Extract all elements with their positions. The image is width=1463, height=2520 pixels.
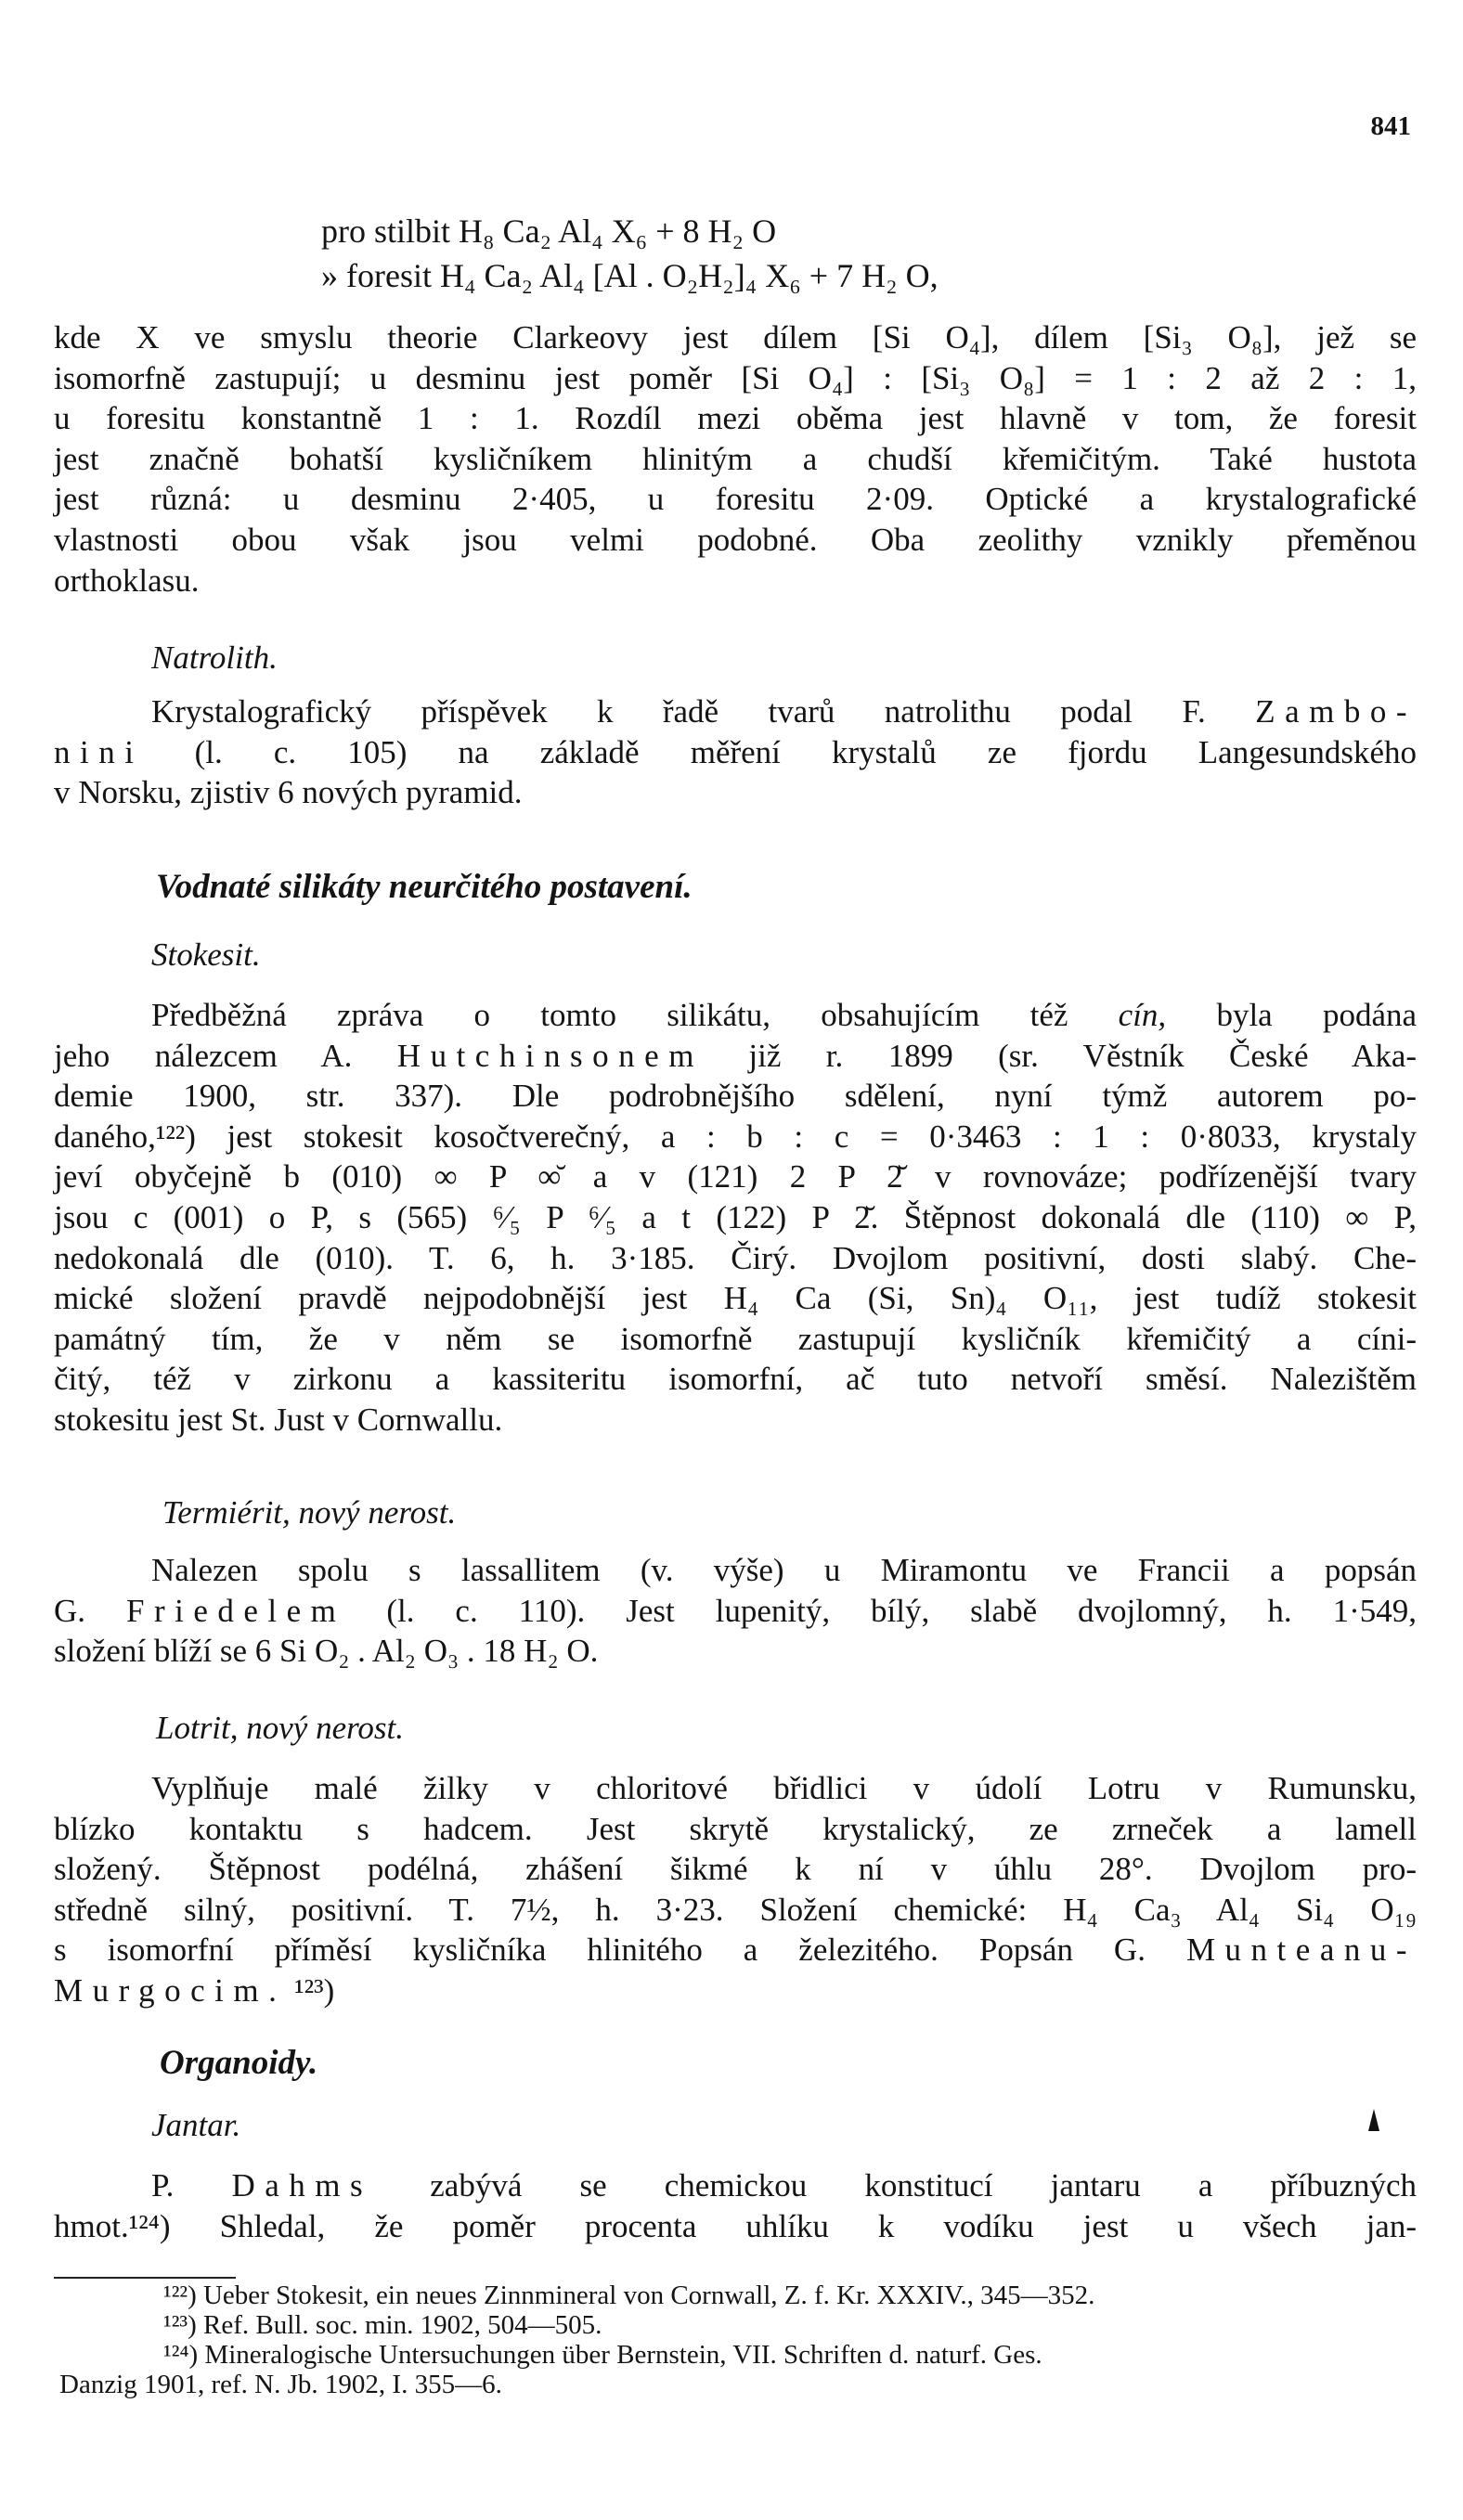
- lotrit-heading: Lotrit, nový nerost.: [156, 1710, 405, 1746]
- printer-mark-icon: [1368, 2109, 1379, 2131]
- stokesit-paragraph: [54, 995, 1417, 1441]
- termierit-heading: Termiérit, nový nerost.: [162, 1494, 457, 1531]
- formula-block: [321, 209, 939, 298]
- text-line: čitý, též v zirkonu a kassiteritu isomorfní, ač tuto netvoří směsí. Nalezištěm: [54, 1361, 1417, 1398]
- text-line: Předběžná zpráva o tomto silikátu, obsahujícím též cín, byla podána: [151, 997, 1418, 1033]
- jantar-heading: Jantar.: [151, 2107, 241, 2143]
- author-name: Dahms: [231, 2167, 373, 2203]
- footnotes: [54, 2281, 1417, 2399]
- natrolith-paragraph: [54, 691, 1417, 813]
- jantar-paragraph: [54, 2165, 1417, 2246]
- text-line: jeví obyčejně b (010) ∞ P ∞̆ a v (121) 2 P 2̆ v rovnováze; podřízenější tvary: [54, 1158, 1417, 1195]
- text-line: mické složení pravdě nejpodobnější jest H₄ Ca (Si, Sn)₄ O₁₁, jest tudíž stokesit: [54, 1280, 1417, 1317]
- text-line: kde X ve smyslu theorie Clarkeovy jest dílem [Si O₄], dílem [Si₃ O₈], jež se: [54, 319, 1417, 355]
- text-line: isomorfně zastupují; u desminu jest poměr [Si O₄] : [Si₃ O₈] = 1 : 2 až 2 : 1,: [54, 359, 1417, 396]
- author-name: Zambo-: [1255, 693, 1417, 730]
- text-line: v Norsku, zjistiv 6 nových pyramid.: [54, 774, 523, 811]
- intro-paragraph: [54, 317, 1417, 601]
- text-line: blízko kontaktu s hadcem. Jest skrytě krystalický, ze zrneček a lamell: [54, 1810, 1417, 1847]
- text-line: Murgocim. ¹²³): [54, 1971, 335, 2009]
- text-line: G. Friedelem (l. c. 110). Jest lupenitý, bílý, slabě dvojlomný, h. 1·549,: [54, 1592, 1418, 1629]
- text-line: hmot.¹²⁴) Shledal, že poměr procenta uhlíku k vodíku jest u všech jan-: [54, 2207, 1417, 2244]
- text-line: orthoklasu.: [54, 562, 200, 599]
- page-number: 841: [1370, 111, 1411, 141]
- text-line: nedokonalá dle (010). T. 6, h. 3·185. Čirý. Dvojlom positivní, dosti slabý. Che-: [54, 1239, 1417, 1276]
- text-line: daného,¹²²) jest stokesit kosočtverečný, a : b : c = 0·3463 : 1 : 0·8033, krystaly: [54, 1118, 1417, 1155]
- text-line: jest značně bohatší kysličníkem hlinitým a chudší křemičitým. Také hustota: [54, 440, 1417, 477]
- text-line: nini (l. c. 105) na základě měření krystalů ze fjordu Langesundského: [54, 733, 1418, 770]
- formula-foresit: » foresit H₄ Ca₂ Al₄ [Al . O₂H₂]₄ X₆ + 7 H₂ O,: [321, 257, 939, 294]
- section-heading-organoidy: Organoidy.: [160, 2044, 318, 2082]
- termierit-paragraph: [54, 1550, 1417, 1672]
- footnote: ¹²³) Ref. Bull. soc. min. 1902, 504—505.: [163, 2310, 602, 2340]
- text-line: Vyplňuje malé žilky v chloritové břidlici v údolí Lotru v Rumunsku,: [151, 1770, 1417, 1806]
- footnote-divider: [54, 2277, 236, 2279]
- text-line: vlastnosti obou však jsou velmi podobné. Oba zeolithy vznikly přeměnou: [54, 521, 1417, 558]
- text-line: složení blíží se 6 Si O₂ . Al₂ O₃ . 18 H₂ O.: [54, 1633, 599, 1670]
- text-line: středně silný, positivní. T. 7½, h. 3·23. Složení chemické: H₄ Ca₃ Al₄ Si₄ O₁₉: [54, 1891, 1417, 1928]
- author-name: Munteanu-: [1185, 1932, 1418, 1969]
- footnote: ¹²²) Ueber Stokesit, ein neues Zinnmineral von Cornwall, Z. f. Kr. XXXIV., 345—352.: [163, 2281, 1095, 2310]
- author-name: Hutchinsonem: [396, 1037, 704, 1074]
- footnote: Danzig 1901, ref. N. Jb. 1902, I. 355—6.: [59, 2370, 502, 2399]
- lotrit-paragraph: [54, 1768, 1417, 2011]
- text-line: Krystalografický příspěvek k řadě tvarů natrolithu podal F. Zambo-: [151, 693, 1417, 730]
- author-name: Murgocim.: [54, 1971, 287, 2009]
- author-name: Friedelem: [125, 1592, 346, 1629]
- text-line: P. Dahms zabývá se chemickou konstitucí jantaru a příbuzných: [151, 2167, 1417, 2203]
- text-line: u foresitu konstantně 1 : 1. Rozdíl mezi oběma jest hlavně v tom, že foresit: [54, 400, 1417, 437]
- formula-stilbit: pro stilbit H₈ Ca₂ Al₄ X₆ + 8 H₂ O: [321, 213, 777, 250]
- natrolith-heading: Natrolith.: [151, 640, 278, 676]
- stokesit-heading: Stokesit.: [151, 937, 261, 973]
- text-line: s isomorfní příměsí kysličníka hlinitého a železitého. Popsán G. Munteanu-: [54, 1932, 1418, 1969]
- text-line: stokesitu jest St. Just v Cornwallu.: [54, 1401, 503, 1438]
- text-line: demie 1900, str. 337). Dle podrobnějšího sdělení, nyní týmž autorem po-: [54, 1078, 1417, 1115]
- section-heading-silikaty: Vodnaté silikáty neurčitého postavení.: [156, 868, 693, 906]
- text-line: jeho nálezcem A. Hutchinsonem již r. 1899 (sr. Věstník České Aka-: [54, 1037, 1418, 1074]
- author-name: nini: [54, 733, 144, 770]
- footnote: ¹²⁴) Mineralogische Untersuchungen über Bernstein, VII. Schriften d. naturf. Ges.: [163, 2340, 1042, 2370]
- text-line: jsou c (001) o P, s (565) ⁶⁄₅ P ⁶⁄₅ a t (122) P 2̆. Štěpnost dokonalá dle (110) ∞ P,: [54, 1198, 1417, 1235]
- text-line: jest různá: u desminu 2·405, u foresitu 2·09. Optické a krystalografické: [54, 481, 1417, 518]
- text-line: složený. Štěpnost podélná, zhášení šikmé k ní v úhlu 28°. Dvojlom pro-: [54, 1851, 1417, 1888]
- text-line: památný tím, že v něm se isomorfně zastupují kysličník křemičitý a cíni-: [54, 1320, 1417, 1357]
- text-line: Nalezen spolu s lassallitem (v. výše) u Miramontu ve Francii a popsán: [151, 1552, 1417, 1588]
